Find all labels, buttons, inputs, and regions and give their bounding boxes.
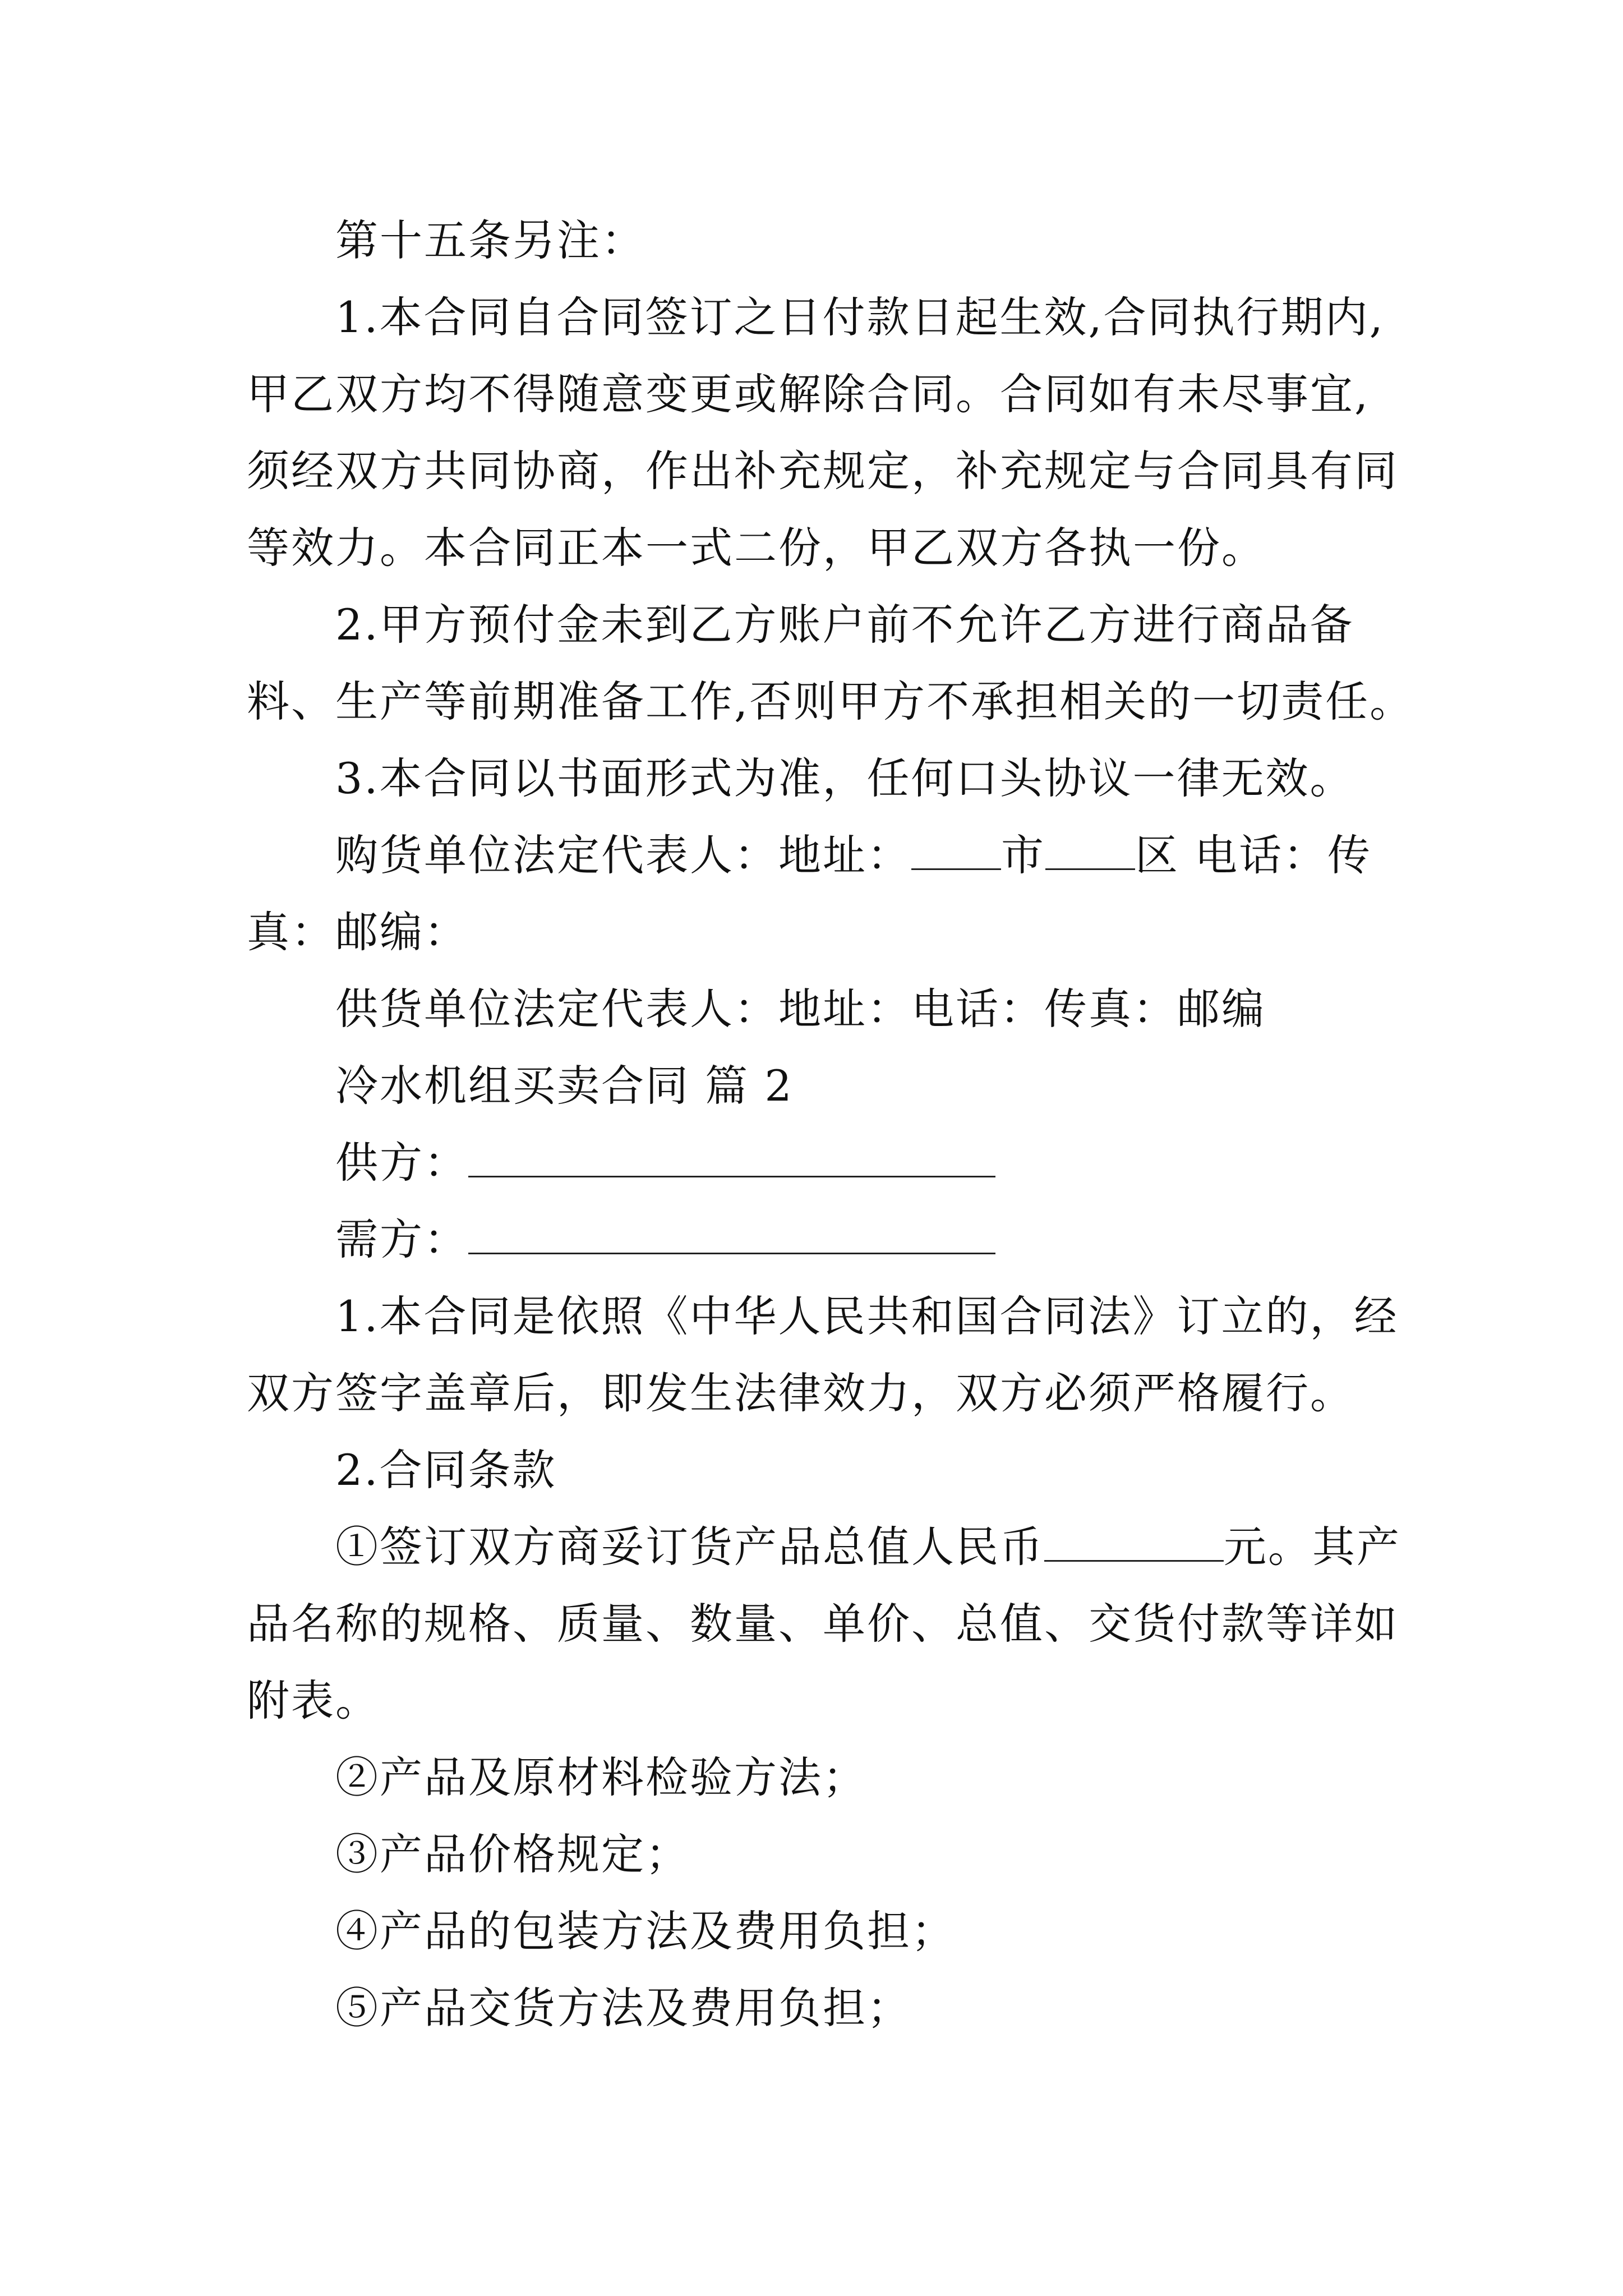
section-title: 冷水机组买卖合同 篇 2 (335, 1061, 794, 1111)
paragraph-line: 甲乙双方均不得随意变更或解除合同。合同如有未尽事宜, (247, 369, 1370, 419)
city-blank[interactable] (911, 829, 1001, 870)
clause-1-prefix: ①签订双方商妥订货产品总值人民币 (335, 1522, 1044, 1572)
paragraph-line: 2.甲方预付金未到乙方账户前不允许乙方进行商品备 (335, 600, 1354, 650)
district-phone-label: 区 电话：传 (1135, 830, 1372, 880)
clause-item: ⑤产品交货方法及费用负担； (335, 1983, 911, 2033)
buyer-label: 购货单位法定代表人：地址： (335, 830, 911, 880)
total-value-blank[interactable] (1044, 1521, 1224, 1562)
paragraph-line: 1.本合同自合同签订之日付款日起生效,合同执行期内, (335, 292, 1385, 342)
paragraph-line: 3.本合同以书面形式为准，任何口头协议一律无效。 (335, 753, 1354, 803)
clause-item: ③产品价格规定； (335, 1829, 690, 1879)
clause-1-continuation: 附表。 (247, 1676, 380, 1726)
supplier-representative-line: 供货单位法定代表人：地址：电话：传真：邮编 (335, 984, 1266, 1034)
demander-blank[interactable] (468, 1213, 995, 1254)
supplier-blank[interactable] (468, 1137, 995, 1177)
city-label: 市 (1001, 830, 1045, 880)
paragraph-line: 须经双方共同协商，作出补充规定，补充规定与合同具有同 (247, 446, 1399, 496)
buyer-representative-line (247, 817, 1391, 894)
paragraph-line: 1.本合同是依照《中华人民共和国合同法》订立的，经 (335, 1291, 1399, 1341)
supplier-label: 供方： (335, 1138, 468, 1188)
demander-label: 需方： (335, 1214, 468, 1264)
buyer-fax-postcode-line: 真：邮编： (247, 907, 468, 957)
clause-1-suffix: 元。其产 (1224, 1522, 1401, 1572)
supplier-line (247, 1124, 1391, 1201)
clause-1-line (247, 1508, 1401, 1585)
district-blank[interactable] (1045, 829, 1135, 870)
paragraph-line: 双方签字盖章后，即发生法律效力，双方必须严格履行。 (247, 1368, 1354, 1418)
paragraph-line: 等效力。本合同正本一式二份，甲乙双方各执一份。 (247, 523, 1266, 573)
clause-item: ②产品及原材料检验方法； (335, 1752, 867, 1802)
clause-1-continuation: 品名称的规格、质量、数量、单价、总值、交货付款等详如 (247, 1599, 1399, 1649)
demander-line (247, 1201, 1391, 1278)
clause-item: ④产品的包装方法及费用负担； (335, 1906, 956, 1956)
clause-heading-15: 第十五条另注： (335, 215, 645, 265)
paragraph-line: 料、生产等前期准备工作,否则甲方不承担相关的一切责任。 (247, 677, 1414, 726)
contract-terms-heading: 2.合同条款 (335, 1445, 557, 1495)
document-body (247, 202, 1414, 2046)
